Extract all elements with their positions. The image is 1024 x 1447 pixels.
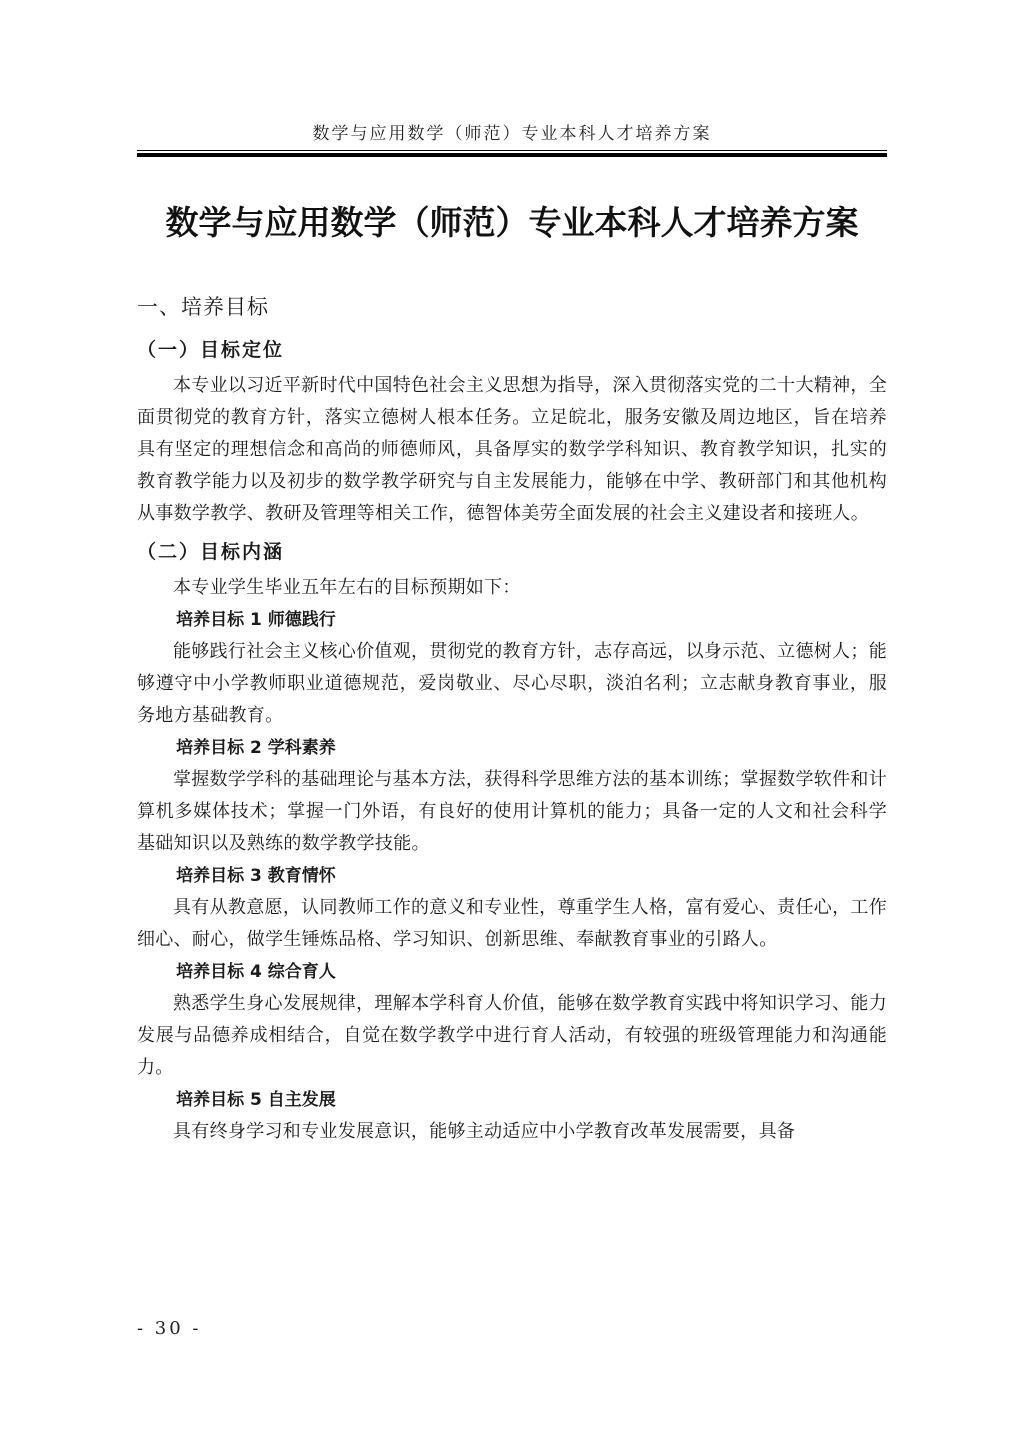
document-title: 数学与应用数学（师范）专业本科人才培养方案 bbox=[165, 203, 859, 242]
running-header: 数学与应用数学（师范）专业本科人才培养方案 bbox=[312, 124, 712, 144]
goal-text: 具有从教意愿，认同教师工作的意义和专业性，尊重学生人格，富有爱心、责任心，工作细心、耐心，做学生锤炼品格、学习知识、创新思维、奉献教育事业的引路人。 bbox=[137, 897, 887, 950]
paragraph: 本专业以习近平新时代中国特色社会主义思想为指导，深入贯彻落实党的二十大精神，全面贯彻党的教育方针，落实立德树人根本任务。立足皖北，服务安徽及周边地区，旨在培养具有坚定的理想信念和高尚的师德师风，具备厚实的数学学科知识、教育教学知识，扎实的教育教学能力以及初步的数学教学研究与自主发展能力，能够在中学、教研部门和其他机构从事数学教学、教研及管理等相关工作，德智体美劳全面发展的社会主义建设者和接班人。 bbox=[137, 375, 887, 524]
goal-title: 培养目标 2 学科素养 bbox=[176, 738, 336, 758]
goal-text: 能够践行社会主义核心价值观，贯彻党的教育方针，志存高远，以身示范、立德树人；能够遵守中小学教师职业道德规范，爱岗敬业、尽心尽职，淡泊名利；立志献身教育事业，服务地方基础教育。 bbox=[137, 641, 887, 726]
goal-text: 具有终身学习和专业发展意识，能够主动适应中小学教育改革发展需要，具备 bbox=[173, 1121, 796, 1142]
document-body bbox=[137, 290, 887, 1148]
subsection-heading: （一）目标定位 bbox=[137, 339, 285, 361]
header-rule-thin bbox=[137, 150, 887, 151]
goal-title: 培养目标 1 师德践行 bbox=[176, 610, 336, 630]
goal-text: 掌握数学学科的基础理论与基本方法，获得科学思维方法的基本训练；掌握数学软件和计算机多媒体技术；掌握一门外语，有良好的使用计算机的能力；具备一定的人文和社会科学基础知识以及熟练的数学教学技能。 bbox=[137, 769, 887, 854]
page-number: - 30 - bbox=[137, 1318, 202, 1339]
header-rule-thick bbox=[137, 153, 887, 157]
subsection-heading: （二）目标内涵 bbox=[137, 541, 285, 563]
goal-title: 培养目标 4 综合育人 bbox=[176, 962, 336, 982]
section-heading: 一、培养目标 bbox=[137, 295, 269, 319]
paragraph: 本专业学生毕业五年左右的目标预期如下： bbox=[173, 577, 521, 598]
goal-title: 培养目标 5 自主发展 bbox=[176, 1090, 336, 1110]
goal-text: 熟悉学生身心发展规律，理解本学科育人价值，能够在数学教育实践中将知识学习、能力发展与品德养成相结合，自觉在数学教学中进行育人活动，有较强的班级管理能力和沟通能力。 bbox=[137, 993, 887, 1078]
goal-title: 培养目标 3 教育情怀 bbox=[176, 866, 336, 886]
